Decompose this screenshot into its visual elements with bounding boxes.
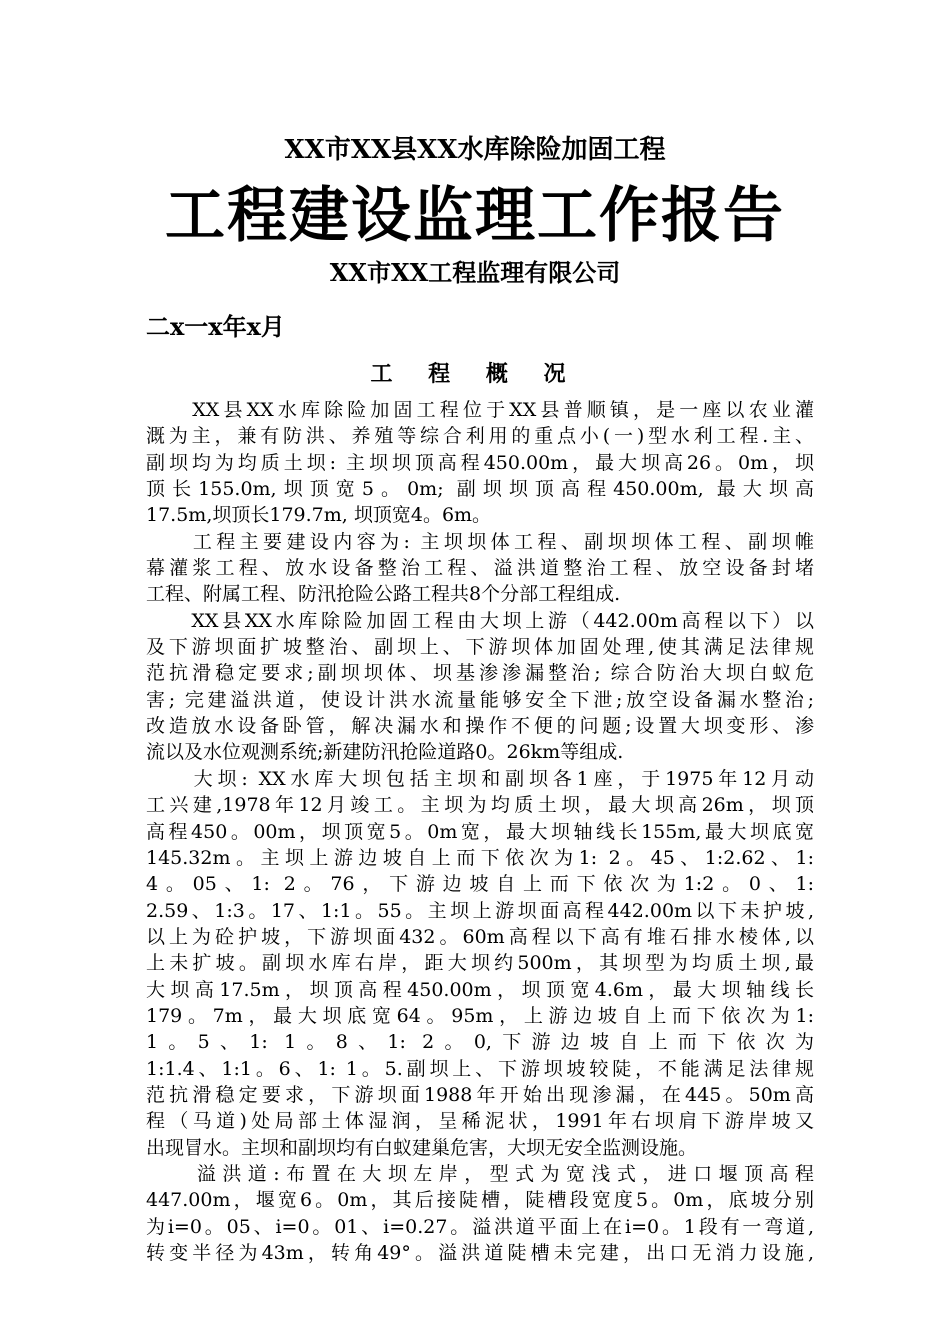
body-line: 工程主要建设内容为: 主坝坝体工程、副坝坝体工程、副坝帷 xyxy=(146,530,814,553)
project-subtitle: XX市XX县XX水库除险加固工程 xyxy=(284,135,666,165)
body-line: 以上为砼护坡，下游坝面432。60m高程以下高有堆石排水棱体,以 xyxy=(146,925,814,948)
body-text xyxy=(146,397,814,1266)
body-line: 溢洪道:布置在大坝左岸，型式为宽浅式，进口堰顶高程 xyxy=(146,1162,814,1185)
report-date: 二x一x年x月 xyxy=(146,312,285,341)
body-line: 幕灌浆工程、放水设备整治工程、溢洪道整治工程、放空设备封堵 xyxy=(146,557,814,580)
body-line: 大坝高17.5m，坝顶高程450.00m，坝顶宽4.6m，最大坝轴线长 xyxy=(146,978,814,1001)
body-line: 高程450。00m，坝顶宽5。0m宽，最大坝轴线长155m,最大坝底宽 xyxy=(146,820,814,843)
body-line: 4。05、1: 2。76，下游边坡自上而下依次为1:2。0、1: xyxy=(146,873,814,896)
body-line: XX县XX水库除险加固工程由大坝上游（442.00m高程以下）以 xyxy=(146,609,814,632)
body-line: 大坝: XX水库大坝包括主坝和副坝各1座，于1975年12月动 xyxy=(146,767,814,790)
body-line: 及下游坝面扩坡整治、副坝上、下游坝体加固处理,使其满足法律规 xyxy=(146,636,814,659)
body-line: 1:1.4、1:1。6、1: 1。5.副坝上、下游坝坡较陡，不能满足法律规 xyxy=(146,1057,814,1080)
body-line: 145.32m。主坝上游边坡自上而下依次为1: 2。45、1:2.62、1: xyxy=(146,846,814,869)
body-line: 转变半径为43m，转角49°。溢洪道陡槽未完建，出口无消力设施, xyxy=(146,1242,814,1264)
report-title: 工程建设监理工作报告 xyxy=(165,181,785,251)
body-line: 害; 完建溢洪道，使设计洪水流量能够安全下泄;放空设备漏水整治; xyxy=(146,688,814,711)
body-line: 上未扩坡。副坝水库右岸，距大坝约500m，其坝型为均质土坝,最 xyxy=(146,952,814,975)
body-line: 447.00m，堰宽6。0m，其后接陡槽，陡槽段宽度5。0m，底坡分别 xyxy=(146,1189,814,1212)
body-line: 溉为主，兼有防洪、养殖等综合利用的重点小(一)型水利工程.主、 xyxy=(146,425,814,448)
body-line: 副坝均为均质土坝: 主坝坝顶高程450.00m，最大坝高26。0m，坝 xyxy=(146,451,814,474)
body-line: 工程、附属工程、防汛抢险公路工程共8个分部工程组成. xyxy=(146,583,621,606)
body-line: XX县XX水库除险加固工程位于XX县普顺镇，是一座以农业灌 xyxy=(146,399,814,421)
body-line: 17.5m,坝顶长179.7m, 坝顶宽4。6m。 xyxy=(146,504,492,527)
body-line: 范抗滑稳定要求，下游坝面1988年开始出现渗漏，在445。50m高 xyxy=(146,1083,814,1106)
body-line: 流以及水位观测系统;新建防汛抢险道路0。26km等组成. xyxy=(146,741,624,764)
body-line: 改造放水设备卧管，解决漏水和操作不便的问题;设置大坝变形、渗 xyxy=(146,715,814,738)
body-line: 工兴建,1978年12月竣工。主坝为均质土坝，最大坝高26m，坝顶 xyxy=(146,794,814,817)
body-line: 2.59、1:3。17、1:1。55。主坝上游坝面高程442.00m以下未护坡, xyxy=(146,899,814,922)
body-line: 范抗滑稳定要求;副坝坝体、坝基渗渗漏整治; 综合防治大坝白蚁危 xyxy=(146,662,814,685)
body-line: 179。7m，最大坝底宽64。95m，上游边坡自上而下依次为1: xyxy=(146,1004,814,1027)
body-line: 1。5、1: 1。8、1: 2。0,下游边坡自上而下依次为 xyxy=(146,1031,814,1054)
company-name: XX市XX工程监理有限公司 xyxy=(329,258,621,287)
body-line: 为i=0。05、i=0。01、i=0.27。溢洪道平面上在i=0。1段有一弯道, xyxy=(146,1215,814,1238)
section-title: 工 程 概 况 xyxy=(370,361,580,387)
body-line: 出现冒水。主坝和副坝均有白蚁建巢危害，大坝无安全监测设施。 xyxy=(146,1136,698,1159)
body-line: 顶长155.0m,坝顶宽5。0m; 副坝坝顶高程450.00m, 最大坝高 xyxy=(146,478,814,501)
body-line: 程（马道)处局部土体湿润，呈稀泥状，1991年右坝肩下游岸坡又 xyxy=(146,1110,814,1133)
